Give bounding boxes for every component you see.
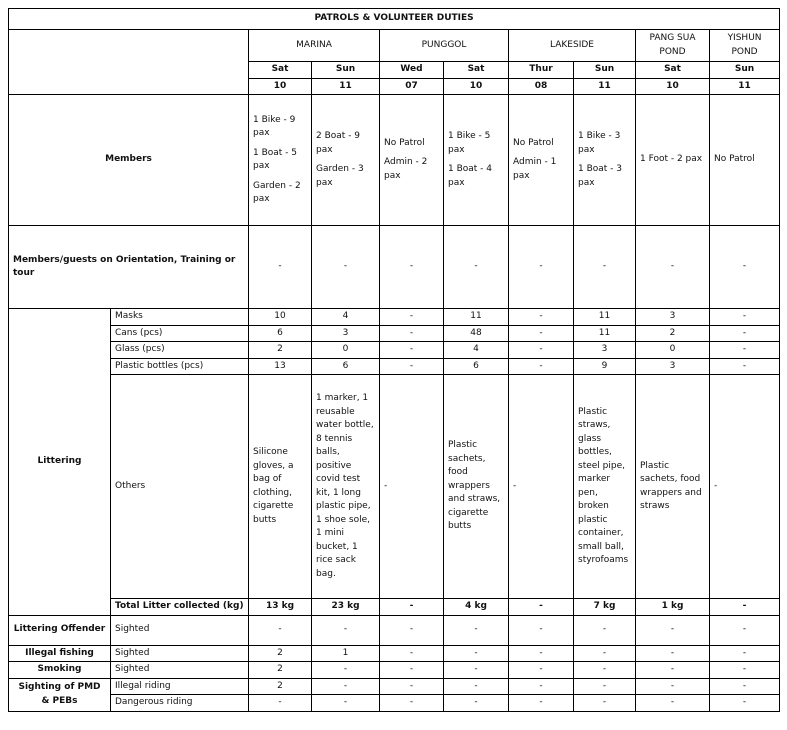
- value-cell: -: [509, 678, 574, 695]
- value-cell: 6: [312, 358, 380, 375]
- value-cell: -: [380, 695, 444, 712]
- members-entry: 1 Bike - 9 pax: [253, 114, 296, 138]
- sub-label-sighted: Sighted: [111, 645, 249, 662]
- sub-label-masks: Masks: [111, 309, 249, 326]
- day-header: Sat: [249, 62, 312, 79]
- day-header: Sun: [710, 62, 780, 79]
- members-entry: 1 Foot - 2 pax: [640, 154, 703, 165]
- value-cell: -: [249, 226, 312, 309]
- location-header: PUNGGOL: [380, 30, 509, 62]
- value-cell: -: [380, 358, 444, 375]
- others-cell: Plastic straws, glass bottles, steel pipe, marker pen, broken plastic container, small ball, styrofoams: [574, 375, 636, 599]
- table-row: [9, 678, 780, 695]
- value-cell: -: [249, 695, 312, 712]
- others-cell: Plastic sachets, food wrappers and straws: [636, 375, 710, 599]
- value-cell: 11: [574, 309, 636, 326]
- value-cell: -: [444, 645, 509, 662]
- value-cell: -: [312, 695, 380, 712]
- value-cell: -: [380, 325, 444, 342]
- total-cell: -: [710, 599, 780, 616]
- location-header: MARINA: [249, 30, 380, 62]
- value-cell: -: [636, 615, 710, 645]
- members-entry: 2 Boat - 9 pax: [316, 131, 361, 155]
- value-cell: -: [509, 662, 574, 679]
- value-cell: -: [710, 695, 780, 712]
- value-cell: 2: [249, 662, 312, 679]
- value-cell: 2: [249, 645, 312, 662]
- value-cell: 11: [444, 309, 509, 326]
- date-header: 10: [249, 78, 312, 95]
- members-entry: Admin - 2 pax: [384, 157, 428, 181]
- table-row: [9, 95, 780, 226]
- value-cell: 0: [312, 342, 380, 359]
- table-row: [9, 325, 780, 342]
- sub-label-others: Others: [111, 375, 249, 599]
- value-cell: -: [574, 695, 636, 712]
- value-cell: 6: [249, 325, 312, 342]
- row-label-orientation: Members/guests on Orientation, Training or tour: [9, 226, 249, 309]
- members-entry: No Patrol: [384, 137, 425, 148]
- table-row: [9, 226, 780, 309]
- total-cell: 1 kg: [636, 599, 710, 616]
- value-cell: 0: [636, 342, 710, 359]
- table-body: [9, 9, 780, 712]
- value-cell: -: [710, 615, 780, 645]
- others-cell: 1 marker, 1 reusable water bottle, 8 tennis balls, positive covid test kit, 1 long plastic pipe, 1 shoe sole, 1 mini bucket, 1 rice sack bag.: [312, 375, 380, 599]
- row-label-pmd: Sighting of PMD & PEBs: [9, 678, 111, 711]
- value-cell: -: [509, 615, 574, 645]
- members-cell: [249, 95, 312, 226]
- members-entry: 1 Boat - 5 pax: [253, 147, 298, 171]
- value-cell: 4: [312, 309, 380, 326]
- table-row: [9, 342, 780, 359]
- value-cell: -: [312, 662, 380, 679]
- value-cell: -: [574, 662, 636, 679]
- value-cell: -: [636, 226, 710, 309]
- value-cell: -: [710, 678, 780, 695]
- value-cell: -: [249, 615, 312, 645]
- row-label-offender: Littering Offender: [9, 615, 111, 645]
- page-title: PATROLS & VOLUNTEER DUTIES: [9, 9, 780, 30]
- value-cell: -: [509, 645, 574, 662]
- value-cell: -: [380, 662, 444, 679]
- total-cell: 13 kg: [249, 599, 312, 616]
- date-header: 10: [636, 78, 710, 95]
- date-header: 11: [710, 78, 780, 95]
- sub-label-plastic-bottles: Plastic bottles (pcs): [111, 358, 249, 375]
- sub-label-illegal-riding: Illegal riding: [111, 678, 249, 695]
- table-row: [9, 645, 780, 662]
- value-cell: 3: [574, 342, 636, 359]
- value-cell: -: [710, 226, 780, 309]
- members-entry: Admin - 1 pax: [513, 157, 557, 181]
- corner-cell: [9, 30, 249, 95]
- members-cell: [636, 95, 710, 226]
- total-cell: -: [380, 599, 444, 616]
- value-cell: -: [380, 342, 444, 359]
- value-cell: -: [710, 645, 780, 662]
- value-cell: 2: [636, 325, 710, 342]
- others-cell: -: [710, 375, 780, 599]
- sub-label-glass: Glass (pcs): [111, 342, 249, 359]
- table-row: [9, 599, 780, 616]
- day-header: Sat: [636, 62, 710, 79]
- members-entry: 1 Boat - 4 pax: [448, 164, 493, 188]
- others-cell: -: [380, 375, 444, 599]
- value-cell: -: [574, 226, 636, 309]
- value-cell: -: [312, 615, 380, 645]
- value-cell: -: [509, 226, 574, 309]
- date-header: 10: [444, 78, 509, 95]
- value-cell: -: [574, 615, 636, 645]
- value-cell: -: [444, 695, 509, 712]
- value-cell: -: [636, 695, 710, 712]
- value-cell: -: [444, 615, 509, 645]
- members-cell: [380, 95, 444, 226]
- members-cell: [574, 95, 636, 226]
- members-entry: 1 Bike - 5 pax: [448, 131, 491, 155]
- date-header: 11: [574, 78, 636, 95]
- value-cell: -: [509, 342, 574, 359]
- location-header: LAKESIDE: [509, 30, 636, 62]
- members-cell: [509, 95, 574, 226]
- value-cell: -: [710, 325, 780, 342]
- members-cell: [710, 95, 780, 226]
- value-cell: -: [710, 309, 780, 326]
- value-cell: -: [710, 662, 780, 679]
- value-cell: -: [710, 358, 780, 375]
- row-label-members: Members: [9, 95, 249, 226]
- value-cell: -: [509, 358, 574, 375]
- value-cell: -: [444, 662, 509, 679]
- value-cell: -: [509, 309, 574, 326]
- table-row: [9, 615, 780, 645]
- table-row: [9, 695, 780, 712]
- value-cell: 48: [444, 325, 509, 342]
- sub-label-sighted: Sighted: [111, 615, 249, 645]
- value-cell: 9: [574, 358, 636, 375]
- value-cell: -: [312, 226, 380, 309]
- value-cell: -: [636, 678, 710, 695]
- row-label-littering: Littering: [9, 309, 111, 616]
- sub-label-cans: Cans (pcs): [111, 325, 249, 342]
- day-header: Thur: [509, 62, 574, 79]
- sub-label-dangerous-riding: Dangerous riding: [111, 695, 249, 712]
- value-cell: -: [710, 342, 780, 359]
- value-cell: -: [444, 678, 509, 695]
- others-cell: Silicone gloves, a bag of clothing, cigarette butts: [249, 375, 312, 599]
- value-cell: -: [509, 325, 574, 342]
- table-row: [9, 375, 780, 599]
- value-cell: 4: [444, 342, 509, 359]
- value-cell: 13: [249, 358, 312, 375]
- table-row: [9, 358, 780, 375]
- members-entry: Garden - 2 pax: [253, 180, 301, 204]
- members-entry: Garden - 3 pax: [316, 164, 364, 188]
- location-header: PANG SUA POND: [636, 30, 710, 62]
- value-cell: -: [444, 226, 509, 309]
- members-cell: [312, 95, 380, 226]
- day-header: Wed: [380, 62, 444, 79]
- location-header: YISHUN POND: [710, 30, 780, 62]
- value-cell: 3: [312, 325, 380, 342]
- members-entry: 1 Bike - 3 pax: [578, 131, 621, 155]
- day-header: Sun: [574, 62, 636, 79]
- value-cell: -: [380, 645, 444, 662]
- value-cell: -: [312, 678, 380, 695]
- sub-label-sighted: Sighted: [111, 662, 249, 679]
- table-row: [9, 309, 780, 326]
- value-cell: 6: [444, 358, 509, 375]
- total-cell: 7 kg: [574, 599, 636, 616]
- patrols-duties-table: [8, 8, 780, 712]
- value-cell: -: [574, 645, 636, 662]
- value-cell: -: [636, 645, 710, 662]
- value-cell: 2: [249, 342, 312, 359]
- day-header: Sat: [444, 62, 509, 79]
- total-cell: -: [509, 599, 574, 616]
- sub-label-total-litter: Total Litter collected (kg): [111, 599, 249, 616]
- members-entry: No Patrol: [513, 137, 554, 148]
- value-cell: 1: [312, 645, 380, 662]
- value-cell: 2: [249, 678, 312, 695]
- date-header: 07: [380, 78, 444, 95]
- members-entry: No Patrol: [714, 154, 755, 165]
- value-cell: -: [380, 309, 444, 326]
- value-cell: 3: [636, 309, 710, 326]
- table-row: [9, 30, 780, 62]
- total-cell: 4 kg: [444, 599, 509, 616]
- date-header: 11: [312, 78, 380, 95]
- table-row: [9, 662, 780, 679]
- value-cell: -: [380, 226, 444, 309]
- members-entry: 1 Boat - 3 pax: [578, 164, 623, 188]
- value-cell: -: [509, 695, 574, 712]
- date-header: 08: [509, 78, 574, 95]
- members-cell: [444, 95, 509, 226]
- row-label-fishing: Illegal fishing: [9, 645, 111, 662]
- value-cell: 10: [249, 309, 312, 326]
- total-cell: 23 kg: [312, 599, 380, 616]
- value-cell: -: [380, 678, 444, 695]
- day-header: Sun: [312, 62, 380, 79]
- value-cell: 3: [636, 358, 710, 375]
- value-cell: 11: [574, 325, 636, 342]
- others-cell: Plastic sachets, food wrappers and straws, cigarette butts: [444, 375, 509, 599]
- row-label-smoking: Smoking: [9, 662, 111, 679]
- others-cell: -: [509, 375, 574, 599]
- value-cell: -: [574, 678, 636, 695]
- value-cell: -: [380, 615, 444, 645]
- value-cell: -: [636, 662, 710, 679]
